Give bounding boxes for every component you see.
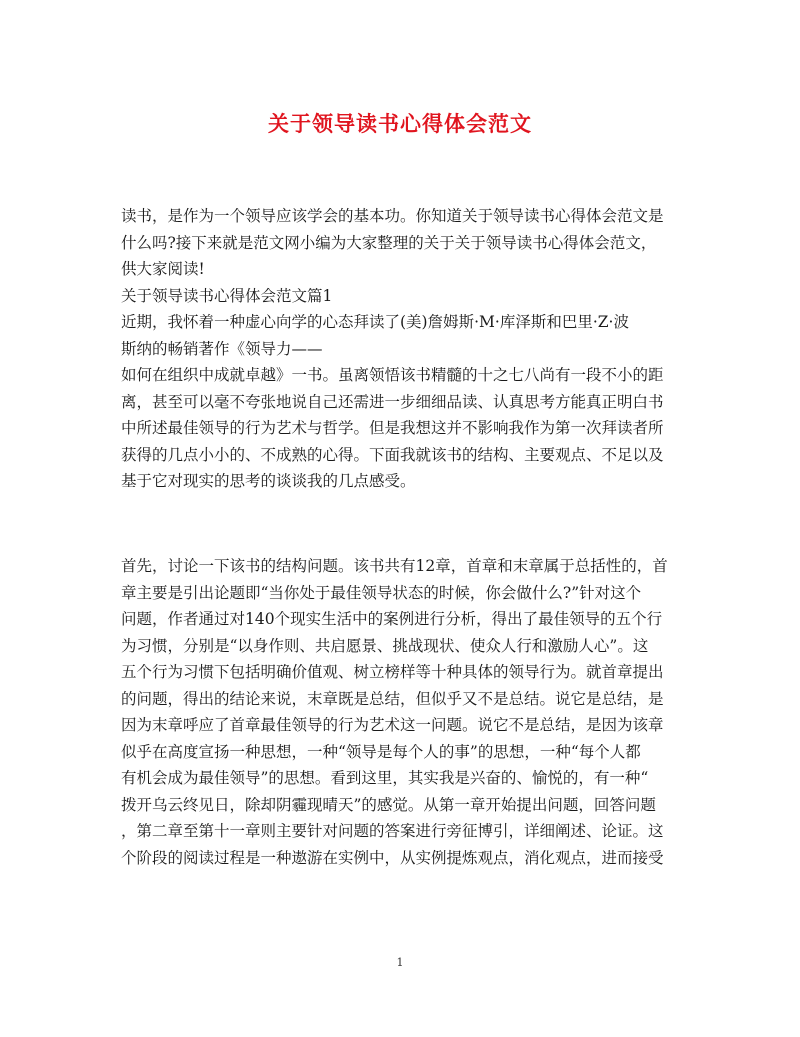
paragraph-line: 如何在组织中成就卓越》一书。虽离领悟该书精髓的十之七八尚有一段不小的距 [121, 366, 664, 384]
paragraph-line: 供大家阅读! [121, 260, 205, 278]
structure-section [121, 553, 681, 871]
paragraph-line: 似乎在高度宣扬一种思想，一种“领导是每个人的事”的思想，一种“每个人都 [121, 742, 641, 761]
paragraph-line: 读书，是作为一个领导应该学会的基本功。你知道关于领导读书心得体会范文是 [121, 207, 664, 225]
paragraph-line: 有机会成为最佳领导”的思想。看到这里，其实我是兴奋的、愉悦的，有一种“ [121, 769, 649, 787]
intro-section [121, 203, 681, 495]
paragraph-line: 什么吗?接下来就是范文网小编为大家整理的关于关于领导读书心得体会范文， [121, 233, 657, 252]
paragraph-line: 因为末章呼应了首章最佳领导的行为艺术这一问题。说它不是总结，是因为该章 [121, 716, 664, 734]
section-heading: 关于领导读书心得体会范文篇1 [121, 286, 333, 305]
paragraph-line: 近期，我怀着一种虚心向学的心态拜读了(美)詹姆斯·M·库泽斯和巴里·Z·波 [121, 313, 629, 331]
paragraph-line: 的问题，得出的结论来说，末章既是总结，但似乎又不是总结。说它是总结，是 [121, 689, 664, 708]
page-number: 1 [396, 956, 404, 969]
paragraph-line: 首先，讨论一下该书的结构问题。该书共有12章，首章和末章属于总括性的，首 [121, 557, 668, 575]
paragraph-line: 中所述最佳领导的行为艺术与哲学。但是我想这并不影响我作为第一次拜读者所 [121, 419, 664, 437]
paragraph-line: 为习惯，分别是“以身作则、共启愿景、挑战现状、使众人行和激励人心”。这 [121, 636, 649, 655]
paragraph-line: ，第二章至第十一章则主要针对问题的答案进行旁征博引，详细阐述、论证。这 [121, 822, 664, 840]
paragraph-line: 章主要是引出论题即“当你处于最佳领导状态的时候，你会做什么?”针对这个 [121, 583, 642, 602]
paragraph-line: 获得的几点小小的、不成熟的心得。下面我就该书的结构、主要观点、不足以及 [121, 445, 664, 464]
paragraph-line: 基于它对现实的思考的谈谈我的几点感受。 [121, 472, 416, 490]
paragraph-line: 拨开乌云终见日，除却阴霾现晴天”的感觉。从第一章开始提出问题，回答问题 [121, 795, 656, 814]
paragraph-line: 斯纳的畅销著作《领导力—— [121, 339, 323, 358]
paragraph-line: 个阶段的阅读过程是一种遨游在实例中，从实例提炼观点，消化观点，进而接受 [121, 848, 664, 867]
paragraph-line: 五个行为习惯下包括明确价值观、树立榜样等十种具体的领导行为。就首章提出 [121, 663, 664, 681]
paragraph-line: 问题，作者通过对140个现实生活中的案例进行分析，得出了最佳领导的五个行 [121, 610, 663, 628]
document-title: 关于领导读书心得体会范文 [268, 111, 532, 136]
paragraph-line: 离，甚至可以毫不夸张地说自己还需进一步细细品读、认真思考方能真正明白书 [121, 392, 664, 411]
